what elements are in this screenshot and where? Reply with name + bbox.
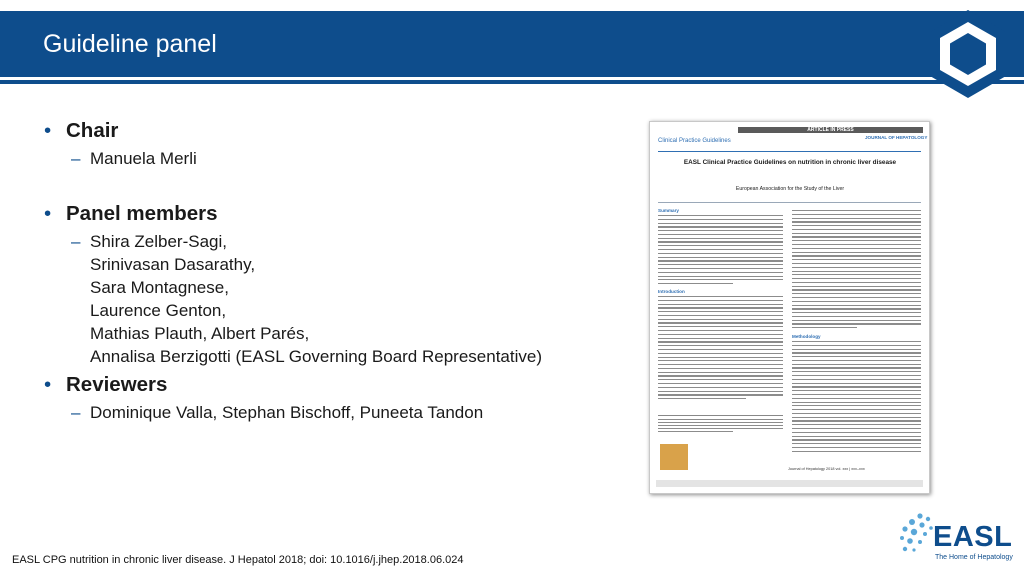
- document-footer-bar: [656, 480, 923, 487]
- document-title: EASL Clinical Practice Guidelines on nutrition in chronic liver disease: [683, 159, 897, 166]
- right-column-text-block: [792, 210, 921, 331]
- member-line: Sara Montagnese,: [90, 278, 229, 297]
- member-line: Manuela Merli: [90, 149, 197, 168]
- footer-citation: EASL CPG nutrition in chronic liver disease. J Hepatol 2018; doi: 10.1016/j.jhep.2018.06.024: [12, 554, 464, 566]
- footnote-divider: [658, 415, 783, 416]
- dash-icon: –: [71, 232, 81, 251]
- section-heading: Chair: [66, 119, 119, 142]
- section-chair: [44, 118, 624, 143]
- methodology-text-block: [792, 341, 921, 454]
- section-panel-members: [44, 201, 624, 226]
- member-line: Laurence Genton,: [90, 301, 227, 320]
- panel-members-list: [44, 230, 624, 368]
- journal-reference: Journal of Hepatology 2018 vol. xxx | xxx–xxx: [788, 467, 865, 471]
- member-line: Annalisa Berzigotti (EASL Governing Board Representative): [90, 347, 542, 366]
- panel-list: [44, 118, 624, 424]
- reviewers-list: [44, 401, 624, 424]
- hexagon-logo-icon: [924, 6, 1012, 102]
- section-reviewers: [44, 372, 624, 397]
- document-divider: [658, 202, 921, 203]
- member-line: Mathias Plauth, Albert Parés,: [90, 324, 310, 343]
- document-category: Clinical Practice Guidelines: [658, 138, 731, 144]
- guideline-document-thumbnail: [649, 121, 930, 494]
- member-line: Shira Zelber-Sagi,: [90, 232, 228, 251]
- chair-members: [44, 147, 624, 170]
- bullet-icon: •: [44, 373, 52, 396]
- introduction-heading: Introduction: [658, 289, 685, 294]
- section-heading: Panel members: [66, 202, 218, 225]
- document-divider: [658, 151, 921, 152]
- document-association: European Association for the Study of the Liver: [735, 186, 845, 192]
- section-heading: Reviewers: [66, 373, 168, 396]
- summary-text-block: [658, 215, 783, 287]
- bullet-icon: •: [44, 119, 52, 142]
- easl-dots-icon: [898, 512, 938, 558]
- header-divider: [0, 80, 1024, 84]
- dash-icon: –: [71, 149, 81, 168]
- publisher-logo-icon: [660, 444, 688, 470]
- journal-name: JOURNAL OF HEPATOLOGY: [865, 135, 928, 140]
- easl-logo-wordmark: EASL: [933, 521, 1013, 553]
- introduction-text-block: [658, 296, 783, 402]
- summary-heading: Summary: [658, 208, 679, 213]
- member-line: Dominique Valla, Stephan Bischoff, Puneeta Tandon: [90, 403, 484, 422]
- article-in-press-banner: ARTICLE IN PRESS: [738, 127, 923, 133]
- easl-logo-tagline: The Home of Hepatology: [935, 554, 1013, 561]
- bullet-icon: •: [44, 202, 52, 225]
- dash-icon: –: [71, 403, 81, 422]
- footnote-text-block: [658, 419, 783, 434]
- methodology-heading: Methodology: [792, 334, 821, 339]
- page-title: Guideline panel: [43, 30, 217, 58]
- member-line: Srinivasan Dasarathy,: [90, 255, 256, 274]
